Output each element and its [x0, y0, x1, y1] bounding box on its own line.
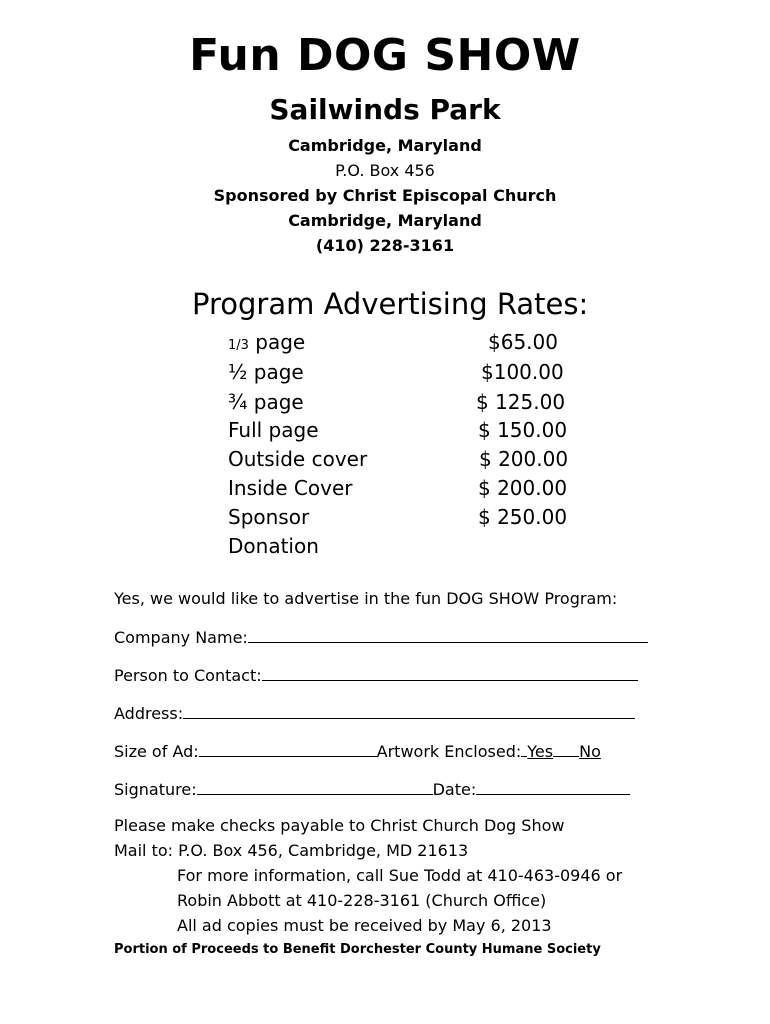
rate-price: $ 250.00: [478, 505, 568, 529]
form-intro: Yes, we would like to advertise in the fun DOG SHOW Program:: [114, 589, 618, 608]
company-name-field[interactable]: [248, 626, 648, 643]
deadline-text: All ad copies must be received by May 6, 2013: [177, 916, 552, 935]
city-line: Cambridge, Maryland: [288, 136, 482, 155]
rates-heading: Program Advertising Rates:: [192, 287, 589, 321]
page-title: Fun DOG SHOW: [189, 30, 581, 81]
rate-label: Inside Cover: [228, 476, 353, 500]
rate-row-sponsor: [228, 505, 588, 533]
rate-price: $100.00: [481, 360, 564, 384]
rate-fraction: 1/3: [228, 338, 249, 353]
address-field[interactable]: [183, 702, 635, 719]
info-text-1: For more information, call Sue Todd at 410-463-0946 or: [177, 866, 623, 885]
address-label: Address:: [114, 704, 184, 723]
rate-row-half-page: [228, 360, 588, 388]
artwork-yes-option[interactable]: Yes: [527, 742, 554, 761]
company-name-row: [114, 626, 648, 647]
contact-field[interactable]: [262, 664, 638, 681]
checks-payable-text: Please make checks payable to Christ Church Dog Show: [114, 816, 565, 835]
rate-label: 1/3 page: [228, 330, 306, 354]
rate-label: ¾ page: [228, 390, 304, 414]
rate-price: $ 200.00: [478, 476, 568, 500]
company-name-label: Company Name:: [114, 628, 248, 647]
signature-label: Signature:: [114, 780, 197, 799]
contact-row: [114, 664, 638, 685]
phone-line: (410) 228-3161: [315, 236, 455, 255]
signature-field[interactable]: [197, 778, 433, 795]
rate-label: ½ page: [228, 360, 304, 384]
size-field[interactable]: [199, 740, 377, 757]
artwork-no-option[interactable]: No: [579, 742, 601, 761]
rate-price: $ 200.00: [479, 447, 569, 471]
rate-row-third-page: [228, 330, 588, 358]
footer-note: Portion of Proceeds to Benefit Dorchester County Humane Society: [114, 942, 601, 957]
size-row: [114, 740, 601, 761]
rate-label: Full page: [228, 418, 319, 442]
size-label: Size of Ad:: [114, 742, 199, 761]
rate-row-full-page: [228, 418, 588, 446]
rate-label: Outside cover: [228, 447, 368, 471]
artwork-label: Artwork Enclosed:: [376, 742, 522, 761]
sponsor-line: Sponsored by Christ Episcopal Church: [213, 186, 557, 205]
date-field[interactable]: [476, 778, 630, 795]
rate-price: $ 125.00: [476, 390, 566, 414]
sponsor-city-line: Cambridge, Maryland: [288, 211, 482, 230]
rate-row-outside-cover: [228, 447, 588, 475]
rate-row-three-quarter-page: [228, 390, 588, 418]
rate-row-inside-cover: [228, 476, 588, 504]
contact-label: Person to Contact:: [114, 666, 262, 685]
rate-label: Donation: [228, 534, 319, 558]
address-row: [114, 702, 635, 723]
date-label: Date:: [432, 780, 477, 799]
rate-price: $65.00: [488, 330, 558, 354]
info-text-2: Robin Abbott at 410-228-3161 (Church Office): [177, 891, 547, 910]
mail-to-text: Mail to: P.O. Box 456, Cambridge, MD 21613: [114, 841, 469, 860]
rate-row-donation: [228, 534, 588, 562]
rate-label: Sponsor: [228, 505, 310, 529]
venue-name: Sailwinds Park: [269, 93, 501, 126]
signature-row: [114, 778, 630, 799]
rate-price: $ 150.00: [478, 418, 568, 442]
po-box-line: P.O. Box 456: [335, 161, 435, 180]
